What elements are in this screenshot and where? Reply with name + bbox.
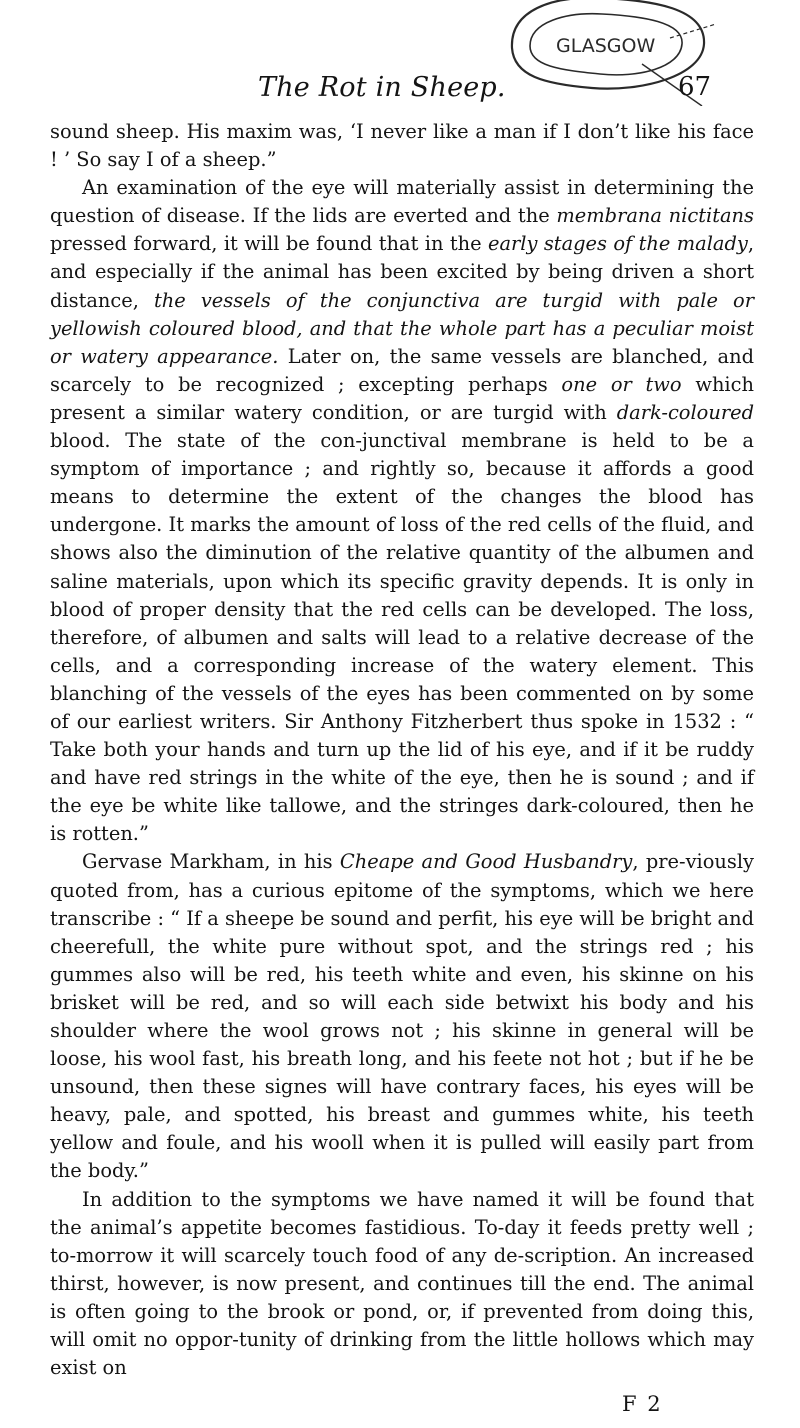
- text-run: Gervase Markham, in his: [82, 850, 340, 874]
- text-run: An examination of the eye will materially assist in determining the question of disease. If the lids are everted and the: [50, 176, 754, 228]
- text-run: which present a similar watery condition, or are turgid with: [50, 372, 754, 424]
- italic-text: the vessels of the conjunctiva are turgid with pale or yellowish coloured blood, and that the whole part has a peculiar moist or watery appearance.: [50, 288, 755, 368]
- italic-text: membrana nictitans: [556, 204, 754, 228]
- italic-text: dark-coloured: [616, 400, 754, 424]
- paragraph: [50, 1186, 754, 1383]
- text-run: Later on, the same vessels are blanched, and scarcely to be recognized ; excepting perhaps: [50, 344, 754, 396]
- italic-text: Cheape and Good Husbandry: [339, 850, 633, 874]
- text-run: blood. The state of the con-junctival membrane is held to be a symptom of importance ; and rightly so, because it affords a good means to determine the extent of the changes the blood has undergone. It marks the amount of loss of the red cells of the fluid, and shows also the diminution of the relative quantity of the albumen and saline materials, upon which its specific gravity depends. It is only in blood of proper density that the red cells can be developed. The loss, therefore, of albumen and salts will lead to a relative decrease of the cells, and a corresponding increase of the watery element. This blanching of the vessels of the eyes has been commented on by some of our earliest writers. Sir Anthony Fitzherbert thus spoke in 1532 : “ Take both your hands and turn up the lid of his eye, and if it be ruddy and have red strings in the white of the eye, then he is sound ; and if the eye be white like tallowe, and the stringes dark-coloured, then he is rotten.”: [50, 429, 754, 846]
- italic-text: early stages of the malady: [487, 232, 748, 256]
- page-number: 67: [678, 72, 712, 102]
- text-run: , and especially if the animal has been excited by being driven a short distance,: [50, 232, 754, 312]
- signature-mark: F 2: [622, 1392, 663, 1416]
- text-run: In addition to the symptoms we have named it will be found that the animal’s appetite becomes fastidious. To-day it feeds pretty well ; to-morrow it will scarcely touch food of any de-scription. An increased thirst, however, is now present, and continues till the end. The animal is often going to the brook or pond, or, if prevented from doing this, will omit no oppor-tunity of drinking from the little hollows which may exist on: [50, 1187, 754, 1380]
- paragraph: [50, 174, 754, 848]
- stamp-text: GLASGOW: [556, 35, 656, 57]
- paragraph: [50, 118, 754, 174]
- text-run: sound sheep. His maxim was, ‘I never like a man if I don’t like his face ! ’ So say I of a sheep.”: [50, 120, 754, 172]
- body-text: [50, 118, 754, 1382]
- text-run: pressed forward, it will be found that in the: [50, 232, 488, 256]
- running-title: The Rot in Sheep.: [258, 72, 506, 103]
- italic-text: one or two: [561, 372, 682, 396]
- text-run: , pre-viously quoted from, has a curious epitome of the symptoms, which we here transcribe : “ If a sheepe be sound and perfit, his eye will be bright and cheerefull, the white pure without spot, and the strings red ; his gummes also will be red, his teeth white and even, his skinne on his brisket will be red, and so will each side betwixt his body and his shoulder where the wool grows not ; his skinne in general will be loose, his wool fast, his breath long, and his feete not hot ; but if he be unsound, then these signes will have contrary faces, his eyes will be heavy, pale, and spotted, his breast and gummes white, his teeth yellow and foule, and his wooll when it is pulled will easily part from the body.”: [50, 850, 754, 1183]
- paragraph: [50, 848, 754, 1185]
